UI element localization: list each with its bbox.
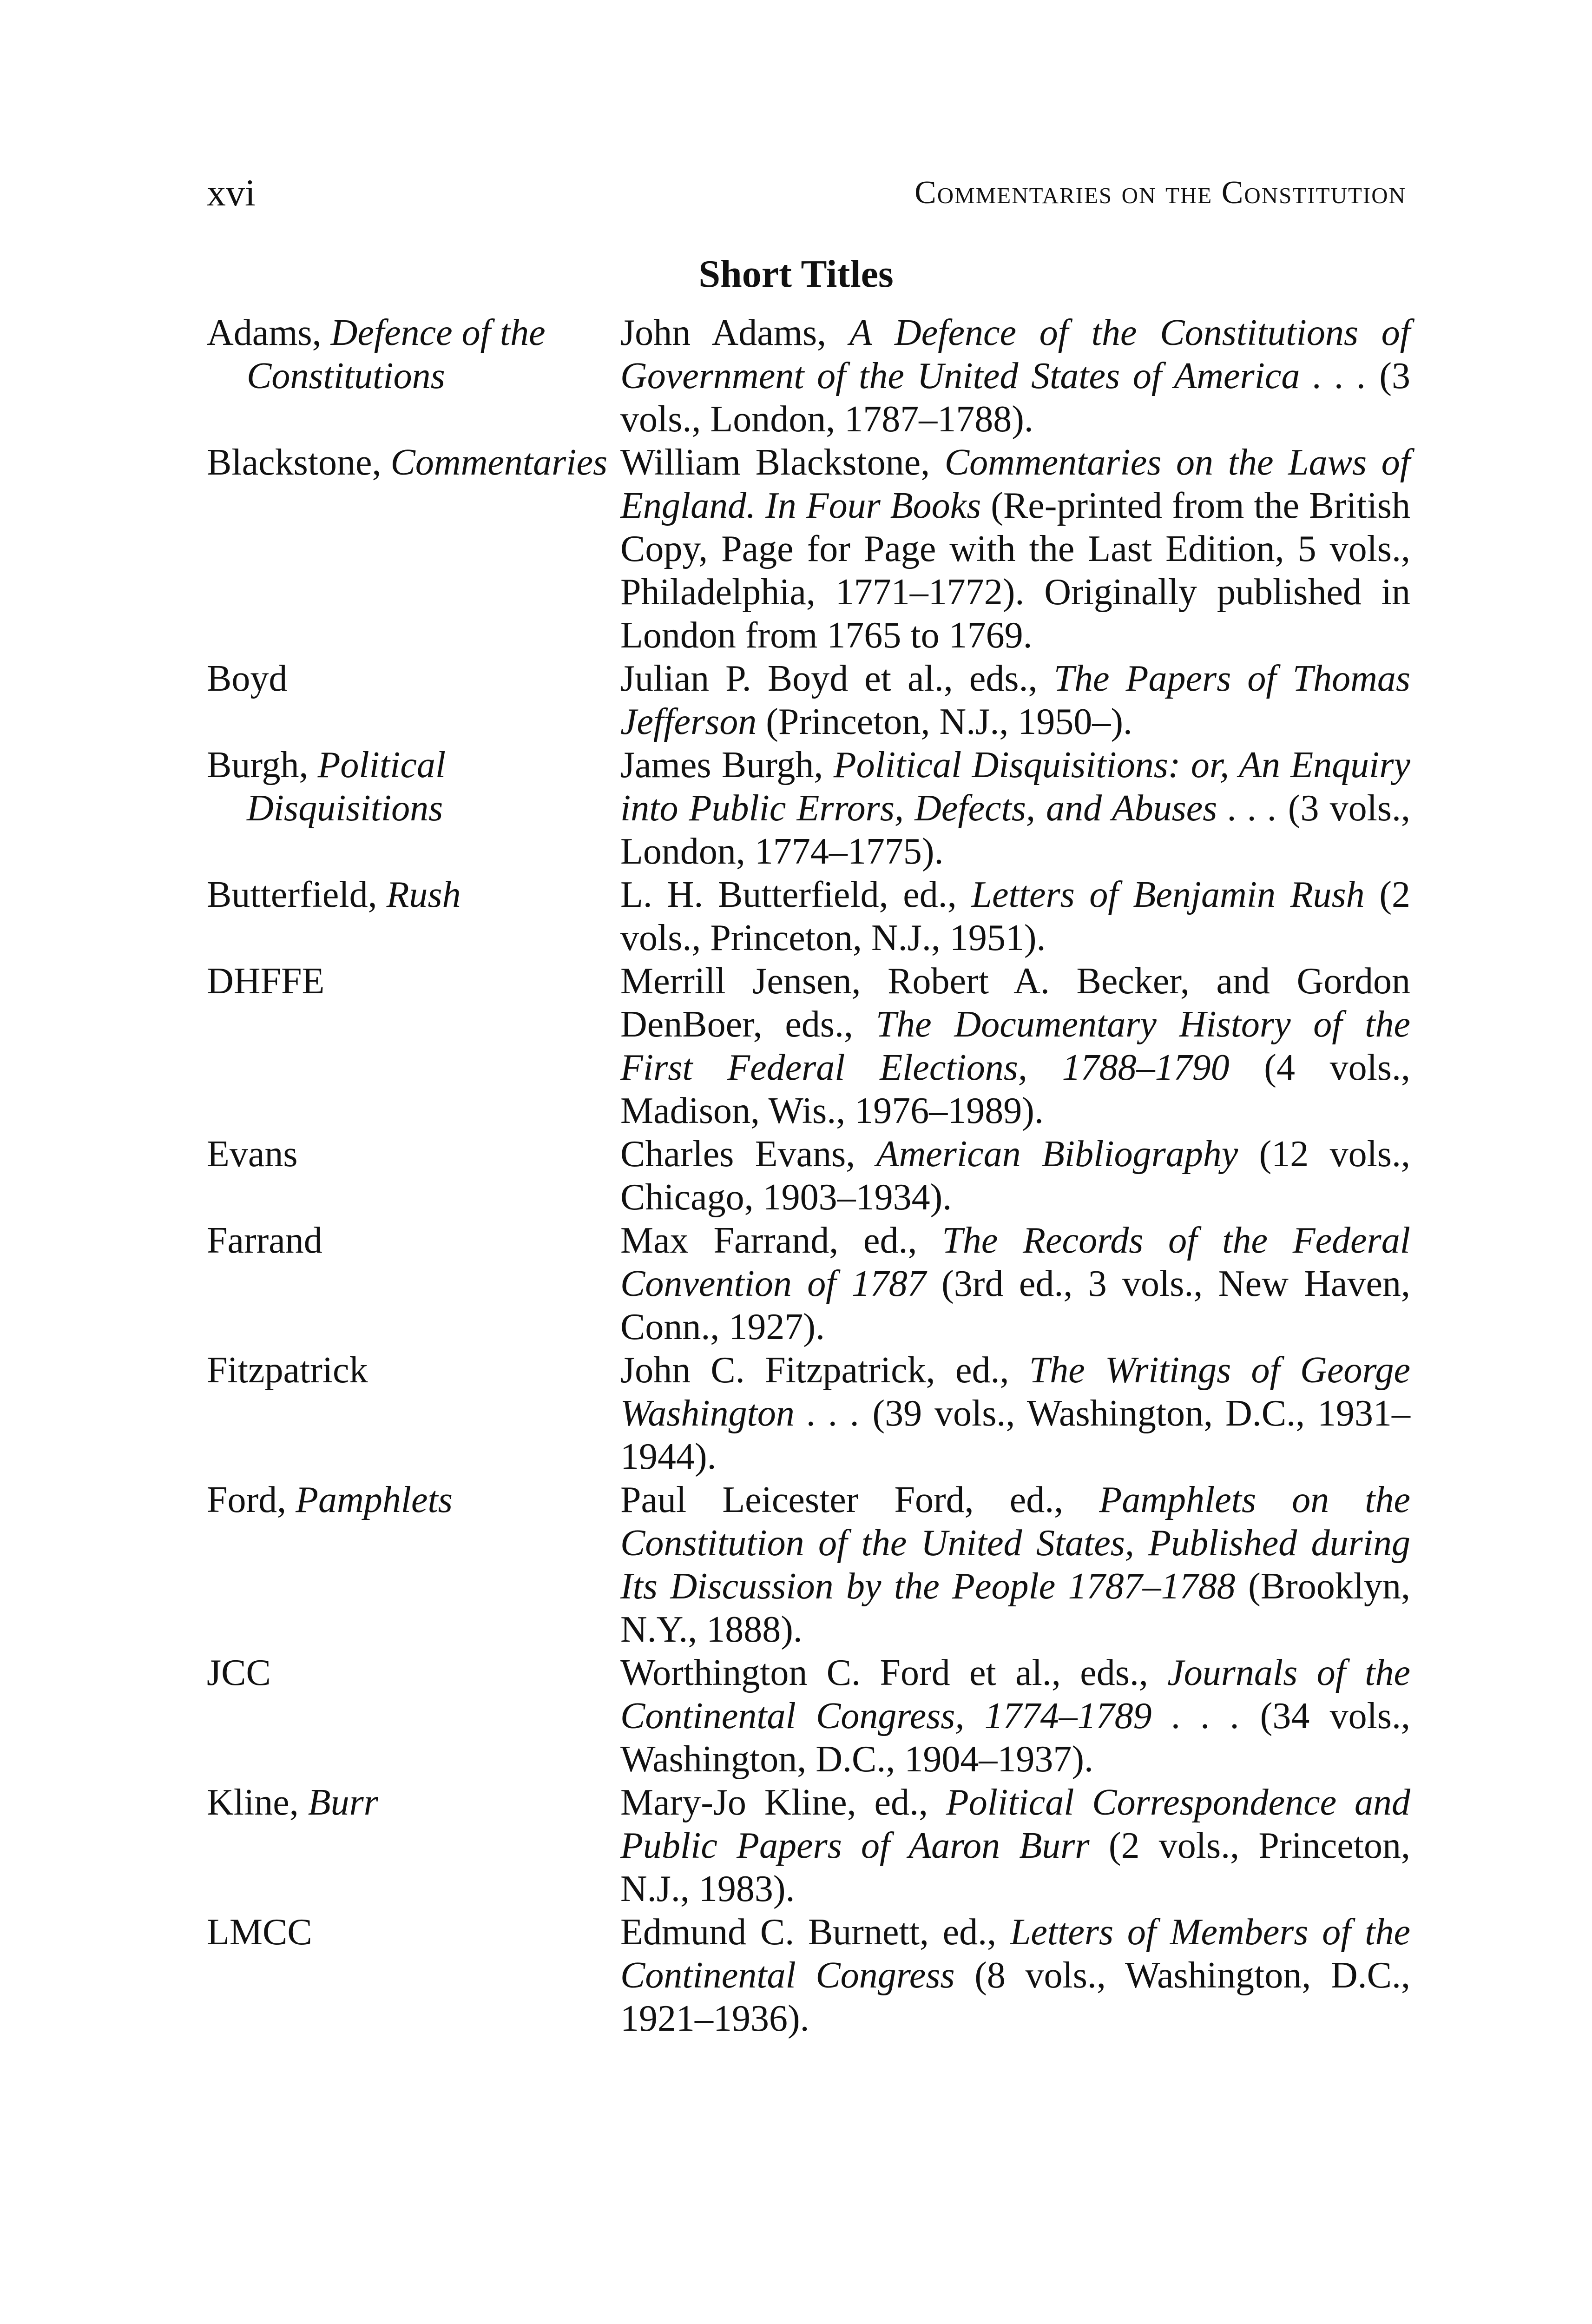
- short-title: Boyd: [207, 658, 288, 699]
- full-citation: James Burgh, Political Disquisitions: or, An Enquiry into Public Errors, Defects, and Abuses . . . (3 vols., London, 1774–1775).: [620, 745, 1411, 872]
- short-title: Ford, Pamphlets: [207, 1479, 453, 1520]
- running-head: Commentaries on the Constitution: [914, 175, 1406, 211]
- list-item: [207, 1781, 1415, 1911]
- full-citation: Julian P. Boyd et al., eds., The Papers of Thomas Jefferson (Princeton, N.J., 1950–).: [620, 658, 1411, 742]
- list-item: [207, 744, 1415, 873]
- short-title: Adams, Defence of the Constitutions: [207, 312, 546, 396]
- list-item: [207, 1911, 1415, 2040]
- list-item: [207, 960, 1415, 1133]
- list-item: [207, 873, 1415, 960]
- full-citation: Merrill Jensen, Robert A. Becker, and Gordon DenBoer, eds., The Documentary History of the First Federal Elections, 1788–1790 (4 vols., Madison, Wis., 1976–1989).: [620, 961, 1410, 1131]
- full-citation: Charles Evans, American Bibliography (12 vols., Chicago, 1903–1934).: [620, 1134, 1411, 1218]
- list-item: [207, 1479, 1415, 1651]
- full-citation: Mary-Jo Kline, ed., Political Correspondence and Public Papers of Aaron Burr (2 vols., Princeton, N.J., 1983).: [620, 1782, 1410, 1909]
- full-citation: John C. Fitzpatrick, ed., The Writings of George Washington . . . (39 vols., Washington, D.C., 1931–1944).: [620, 1350, 1410, 1477]
- short-title: Fitzpatrick: [207, 1350, 368, 1391]
- page-header: [207, 167, 1406, 218]
- short-title: DHFFE: [207, 961, 325, 1002]
- short-title: Blackstone, Commentaries: [207, 442, 608, 483]
- full-citation: William Blackstone, Commentaries on the Laws of England. In Four Books (Re-printed from the British Copy, Page for Page with the Last Edition, 5 vols., Philadelphia, 1771–1772). Originally published in London from 1765 to 1769.: [620, 442, 1410, 656]
- full-citation: John Adams, A Defence of the Constitutions of Government of the United States of America . . . (3 vols., London, 1787–1788).: [620, 312, 1410, 440]
- list-item: [207, 441, 1415, 657]
- page-number: xvi: [207, 172, 256, 214]
- full-citation: L. H. Butterfield, ed., Letters of Benjamin Rush (2 vols., Princeton, N.J., 1951).: [620, 874, 1410, 958]
- short-title: Burgh, Political Disquisitions: [207, 745, 446, 829]
- short-title: Farrand: [207, 1220, 322, 1261]
- short-title: LMCC: [207, 1912, 312, 1953]
- full-citation: Paul Leicester Ford, ed., Pamphlets on the Constitution of the United States, Published during Its Discussion by the People 1787–1788 (Brooklyn, N.Y., 1888).: [620, 1479, 1411, 1650]
- full-citation: Edmund C. Burnett, ed., Letters of Members of the Continental Congress (8 vols., Washington, D.C., 1921–1936).: [620, 1912, 1410, 2039]
- short-title: Butterfield, Rush: [207, 874, 461, 915]
- section-title: Short Titles: [698, 252, 894, 296]
- list-item: [207, 1219, 1415, 1349]
- list-item: [207, 1349, 1415, 1479]
- list-item: [207, 1133, 1415, 1219]
- full-citation: Worthington C. Ford et al., eds., Journals of the Continental Congress, 1774–1789 . . . (34 vols., Washington, D.C., 1904–1937).: [620, 1652, 1411, 1780]
- list-item: [207, 311, 1415, 441]
- full-citation: Max Farrand, ed., The Records of the Federal Convention of 1787 (3rd ed., 3 vols., New Haven, Conn., 1927).: [620, 1220, 1410, 1347]
- short-title: Kline, Burr: [207, 1782, 378, 1823]
- short-titles-list: [207, 311, 1415, 2040]
- list-item: [207, 1651, 1415, 1781]
- short-title: JCC: [207, 1652, 271, 1693]
- list-item: [207, 657, 1415, 744]
- short-title: Evans: [207, 1134, 298, 1175]
